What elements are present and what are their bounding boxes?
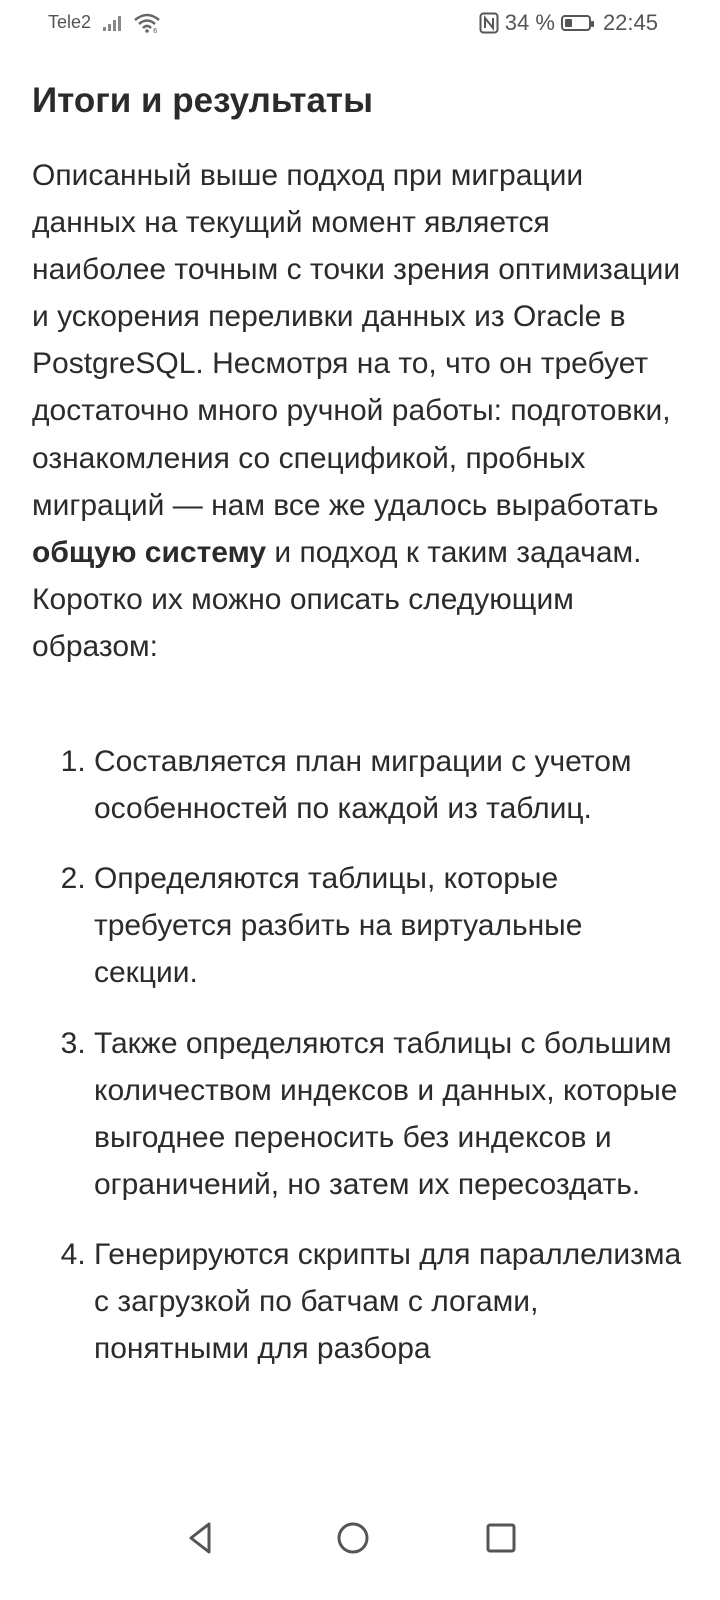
nfc-icon — [479, 12, 499, 34]
paragraph-text-start: Описанный выше подход при миграции данных на текущий момент является наиболее точным с точки зрения оптимизации и ускорения переливки данных из Oracle в PostgreSQL. Несмотря на то, что он требует достаточно много ручной работы: подготовки, ознакомления со спецификой, пробных миграций — нам все же удалось выработать — [32, 159, 681, 522]
recents-icon — [481, 1518, 521, 1558]
home-icon — [333, 1518, 373, 1558]
article — [32, 74, 682, 1395]
back-icon — [181, 1518, 221, 1558]
wifi-icon — [133, 13, 161, 33]
list-item: 2. Определяются таблицы, которые требуется разбить на виртуальные секции. — [94, 855, 682, 996]
home-button[interactable] — [325, 1510, 381, 1566]
article-paragraph — [32, 152, 682, 670]
battery-percent: 34 % — [504, 10, 555, 35]
signal-icon — [103, 15, 121, 31]
article-heading: Итоги и результаты — [32, 81, 373, 120]
battery-fill — [565, 19, 573, 27]
status-left — [48, 12, 161, 33]
battery-icon — [561, 15, 591, 31]
navigation-bar — [0, 1490, 720, 1600]
recents-button[interactable] — [473, 1510, 529, 1566]
status-bar — [0, 0, 720, 46]
carrier-name: Tele2 — [48, 12, 92, 32]
steps-list — [32, 738, 682, 1372]
paragraph-text-end: и подход к таким задачам. Коротко их можно описать следующим образом: — [32, 535, 642, 663]
clock: 22:45 — [602, 10, 658, 35]
list-item: 1. Составляется план миграции с учетом особенностей по каждой из таблиц. — [94, 738, 682, 832]
list-item: 3. Также определяются таблицы с большим количеством индексов и данных, которые выгоднее переносить без индексов и ограничений, но затем их пересоздать. — [94, 1020, 682, 1208]
svg-text:6: 6 — [153, 26, 158, 33]
back-button[interactable] — [173, 1510, 229, 1566]
status-right — [479, 10, 658, 36]
list-item: 4. Генерируются скрипты для параллелизма с загрузкой по батчам с логами, понятными для разбора — [94, 1231, 682, 1372]
paragraph-bold-text: общую систему — [32, 535, 267, 569]
